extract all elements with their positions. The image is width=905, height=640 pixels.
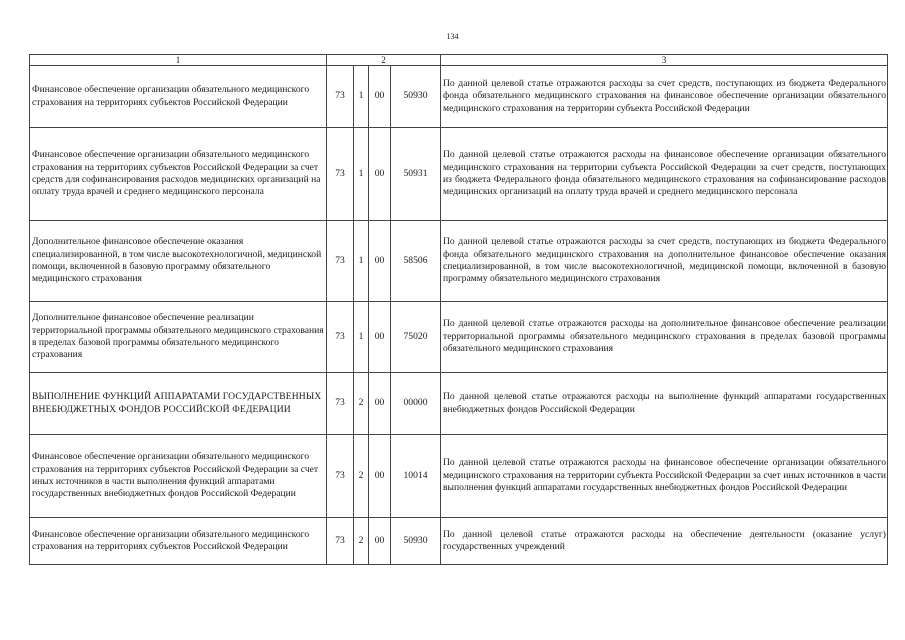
code-main-activity: 00 (369, 66, 391, 128)
code-direction: 50931 (391, 128, 441, 221)
code-subprogram: 1 (354, 66, 369, 128)
code-subprogram: 2 (354, 518, 369, 565)
article-name: Финансовое обеспечение организации обязательного медицинского страхования на территориях субъектов Российской Федерации за счет иных источников в части выполнения функций аппаратами государственных внебюджетных фондов Российской Федерации (30, 435, 327, 518)
code-subprogram: 1 (354, 302, 369, 373)
code-subprogram: 1 (354, 221, 369, 302)
article-description: По данной целевой статье отражаются расходы за счет средств, поступающих из бюджета Федерального фонда обязательного медицинского страхования на дополнительное финансовое обеспечение оказания специализированной, в том числе высокотехнологичной, медицинской помощи, включенной в базовую программу обязательного медицинского страхования (441, 221, 888, 302)
page-number: 134 (446, 32, 459, 41)
code-direction: 75020 (391, 302, 441, 373)
code-program: 73 (327, 66, 354, 128)
table-row (30, 302, 888, 373)
code-subprogram: 1 (354, 128, 369, 221)
code-program: 73 (327, 373, 354, 435)
code-main-activity: 00 (369, 518, 391, 565)
article-name: Финансовое обеспечение организации обязательного медицинского страхования на территориях субъектов Российской Федерации (30, 66, 327, 128)
code-program: 73 (327, 435, 354, 518)
header-col-2: 2 (327, 55, 441, 66)
table-row (30, 128, 888, 221)
article-description: По данной целевой статье отражаются расходы на финансовое обеспечение организации обязательного медицинского страхования на территории субъекта Российской Федерации за счет иных источников в части выполнения функций аппаратами государственных внебюджетных фондов Российской Федерации (441, 435, 888, 518)
table-row (30, 373, 888, 435)
code-subprogram: 2 (354, 435, 369, 518)
code-program: 73 (327, 302, 354, 373)
code-program: 73 (327, 128, 354, 221)
table-row (30, 435, 888, 518)
article-description: По данной целевой статье отражаются расходы на дополнительное финансовое обеспечение реализации территориальной программы обязательного медицинского страхования в пределах базовой программы обязательного медицинского страхования (441, 302, 888, 373)
code-main-activity: 00 (369, 221, 391, 302)
code-program: 73 (327, 518, 354, 565)
code-main-activity: 00 (369, 128, 391, 221)
code-program: 73 (327, 221, 354, 302)
code-subprogram: 2 (354, 373, 369, 435)
table-row (30, 221, 888, 302)
article-description: По данной целевой статье отражаются расходы на выполнение функций аппаратами государственных внебюджетных фондов Российской Федерации (441, 373, 888, 435)
article-description: По данной целевой статье отражаются расходы на финансовое обеспечение организации обязательного медицинского страхования на территории субъекта Российской Федерации за счет средств, поступающих из бюджета Федерального фонда обязательного медицинского страхования на софинансирование расходов медицинских организаций на оплату труда врачей и среднего медицинского персонала (441, 128, 888, 221)
code-direction: 58506 (391, 221, 441, 302)
article-name: Дополнительное финансовое обеспечение оказания специализированной, в том числе высокотехнологичной, медицинской помощи, включенной в базовую программу обязательного медицинского страхования (30, 221, 327, 302)
article-name: Финансовое обеспечение организации обязательного медицинского страхования на территориях субъектов Российской Федерации за счет средств для софинансирования расходов медицинских организаций на оплату труда врачей и среднего медицинского персонала (30, 128, 327, 221)
header-col-3: 3 (441, 55, 888, 66)
code-direction: 00000 (391, 373, 441, 435)
code-main-activity: 00 (369, 435, 391, 518)
article-description: По данной целевой статье отражаются расходы за счет средств, поступающих из бюджета Федерального фонда обязательного медицинского страхования на финансовое обеспечение организации обязательного медицинского страхования на территории субъекта Российской Федерации (441, 66, 888, 128)
article-description: По данной целевой статье отражаются расходы на обеспечение деятельности (оказание услуг) государственных учреждений (441, 518, 888, 565)
table-row (30, 66, 888, 128)
code-main-activity: 00 (369, 373, 391, 435)
table-header-row (30, 55, 888, 66)
header-col-1: 1 (30, 55, 327, 66)
article-name-section: ВЫПОЛНЕНИЕ ФУНКЦИЙ АППАРАТАМИ ГОСУДАРСТВЕННЫХ ВНЕБЮДЖЕТНЫХ ФОНДОВ РОССИЙСКОЙ ФЕДЕРАЦИИ (30, 373, 327, 435)
code-main-activity: 00 (369, 302, 391, 373)
article-name: Финансовое обеспечение организации обязательного медицинского страхования на территориях субъектов Российской Федерации (30, 518, 327, 565)
target-articles-table (29, 54, 888, 565)
code-direction: 10014 (391, 435, 441, 518)
table-row (30, 518, 888, 565)
code-direction: 50930 (391, 518, 441, 565)
code-direction: 50930 (391, 66, 441, 128)
article-name: Дополнительное финансовое обеспечение реализации территориальной программы обязательного медицинского страхования в пределах базовой программы обязательного медицинского страхования (30, 302, 327, 373)
